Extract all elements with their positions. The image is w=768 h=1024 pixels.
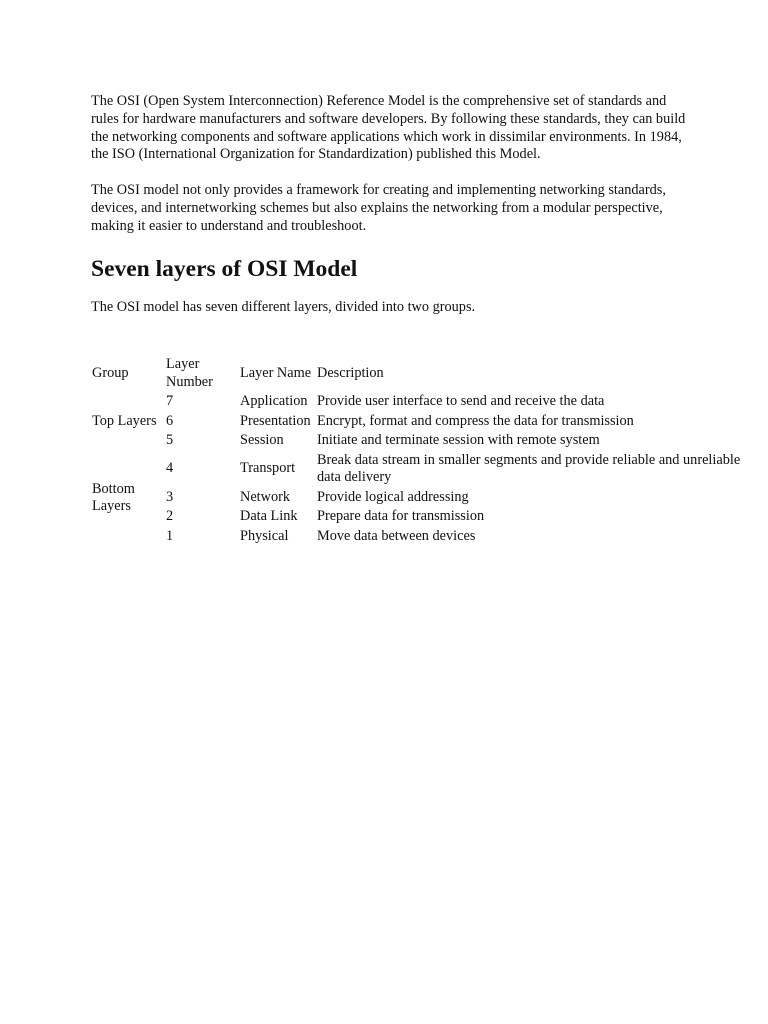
table-row bbox=[91, 413, 766, 431]
layer-description: Prepare data for transmission bbox=[317, 508, 485, 524]
table-row bbox=[91, 393, 766, 411]
layer-name: Application bbox=[240, 393, 308, 409]
layer-number: 1 bbox=[166, 527, 174, 544]
layer-number: 2 bbox=[166, 508, 174, 524]
section-title: Seven layers of OSI Model bbox=[91, 255, 358, 282]
section-intro: The OSI model has seven different layers, divided into two groups. bbox=[91, 298, 476, 315]
header-group: Group bbox=[92, 364, 129, 381]
group-top-layers: Top Layers bbox=[92, 412, 157, 429]
layer-description: Provide logical addressing bbox=[317, 488, 469, 505]
layer-name: Presentation bbox=[240, 412, 311, 429]
layer-number: 5 bbox=[166, 432, 174, 448]
header-description: Description bbox=[317, 364, 384, 381]
layer-description: Provide user interface to send and receive the data bbox=[317, 393, 605, 409]
layer-name: Session bbox=[240, 432, 284, 448]
layer-description: Initiate and terminate session with remote system bbox=[317, 432, 600, 448]
layer-number: 6 bbox=[166, 412, 174, 429]
header-layer-name: Layer Name bbox=[240, 364, 312, 381]
header-layer-number: Layer Number bbox=[166, 356, 213, 390]
layer-name: Physical bbox=[240, 527, 289, 544]
paragraph-osi-definition: The OSI (Open System Interconnection) Reference Model is the comprehensive set of standards and rules for hardware manufacturers and software developers. By following these standards, they can build the networking components and software applications which work in dissimilar environments. In 1984, the ISO (International Organization for Standardization) published this Model. bbox=[91, 93, 686, 163]
table-row bbox=[91, 489, 766, 507]
paragraph-osi-framework: The OSI model not only provides a framework for creating and implementing networking standards, devices, and internetworking schemes but also explains the networking from a modular perspective, making it easier to understand and troubleshoot. bbox=[91, 182, 666, 234]
layer-number: 7 bbox=[166, 393, 174, 409]
table-row bbox=[91, 432, 766, 450]
layer-name: Network bbox=[240, 488, 291, 505]
osi-layers-table bbox=[89, 354, 768, 547]
group-bottom-layers: Bottom Layers bbox=[92, 480, 135, 515]
table-row bbox=[91, 452, 766, 487]
layer-name: Transport bbox=[240, 460, 296, 477]
layer-number: 4 bbox=[166, 460, 174, 477]
table-row bbox=[91, 528, 766, 546]
document-body bbox=[91, 93, 691, 316]
layer-description: Move data between devices bbox=[317, 527, 476, 544]
table-header-row bbox=[91, 356, 766, 391]
layer-description: Encrypt, format and compress the data for transmission bbox=[317, 412, 634, 429]
table-row bbox=[91, 508, 766, 526]
layer-number: 3 bbox=[166, 488, 174, 505]
layer-name: Data Link bbox=[240, 508, 298, 524]
layer-description: Break data stream in smaller segments and provide reliable and unreliable data delivery bbox=[317, 451, 741, 485]
